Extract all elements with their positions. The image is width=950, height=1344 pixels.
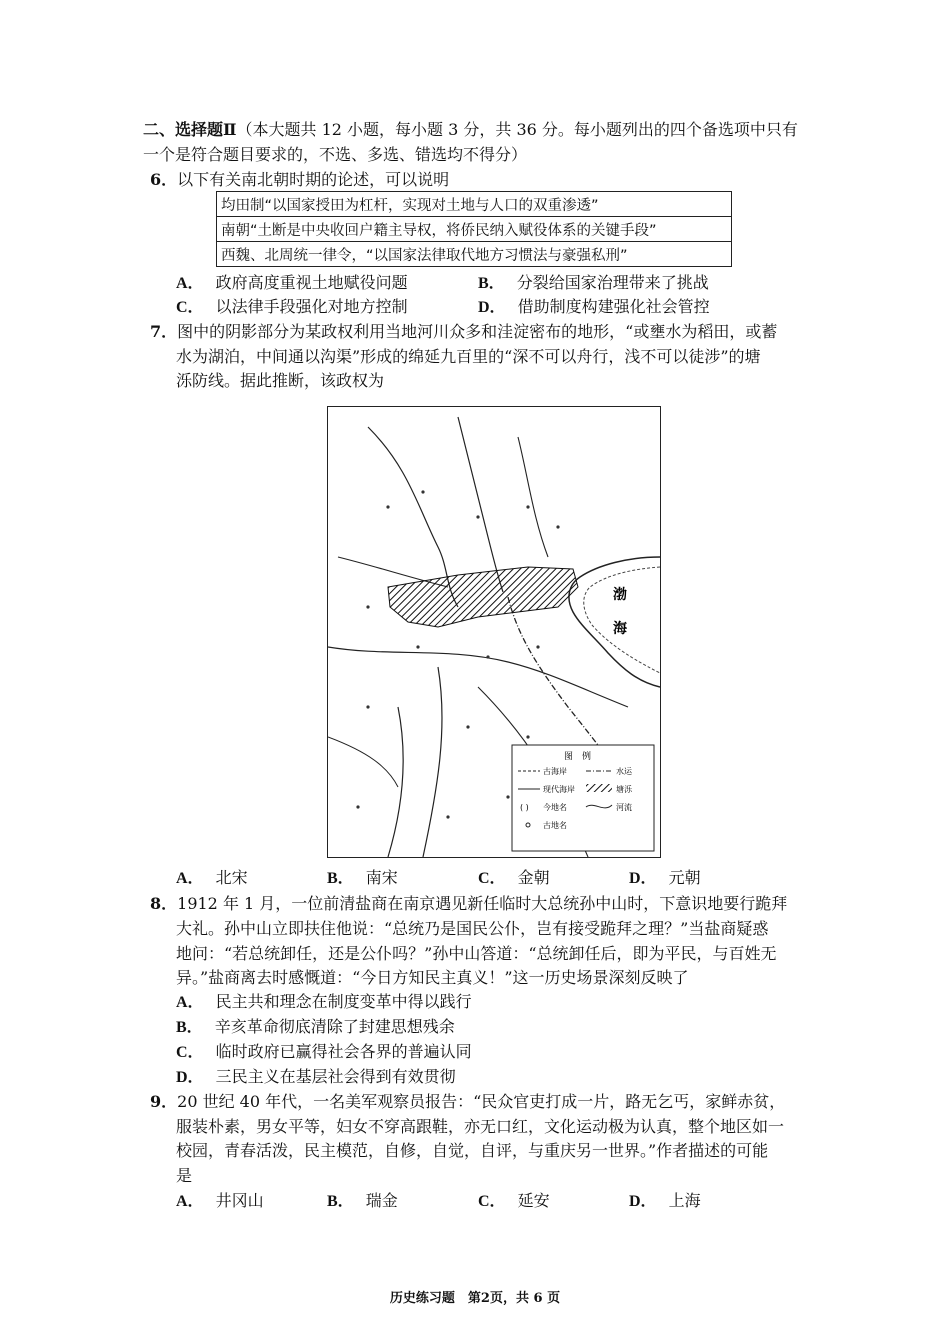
option-text: 借助制度构建强化社会管控 (517, 297, 710, 316)
question-8-stem (150, 893, 787, 915)
section-desc-2: 一个是符合题目要求的，不选、多选、错选均不得分） (143, 145, 528, 164)
option-c[interactable] (478, 867, 550, 890)
question-9-stem (150, 1091, 785, 1113)
option-text: 分裂给国家治理带来了挑战 (516, 273, 709, 292)
quote-row (217, 192, 732, 217)
option-c[interactable] (176, 1041, 472, 1064)
option-key: C． (478, 1193, 506, 1210)
option-key: D． (176, 1069, 204, 1086)
map-drawing (328, 407, 660, 857)
question-number: 8． (150, 894, 178, 913)
option-key: A． (176, 994, 204, 1011)
sea-label: 渤 (613, 587, 627, 603)
question-text: 异。”盐商离去时感慨道：“今日方知民主真义！”这一历史场景深刻反映了 (176, 968, 689, 987)
option-key: A． (176, 275, 204, 292)
option-text: 三民主义在基层社会得到有效贯彻 (215, 1067, 456, 1086)
option-b[interactable] (478, 272, 709, 295)
option-text: 政府高度重视土地赋役问题 (215, 273, 408, 292)
section-header (143, 119, 798, 141)
map-legend (512, 745, 654, 851)
option-c[interactable] (176, 296, 408, 319)
quote-row (217, 217, 732, 242)
option-d[interactable] (176, 1066, 456, 1089)
question-number: 9． (150, 1092, 178, 1111)
option-key: A． (176, 870, 204, 887)
question-text: 图中的阴影部分为某政权利用当地河川众多和洼淀密布的地形，“或壅水为稻田，或蓄 (177, 322, 778, 341)
option-key: B． (478, 275, 505, 292)
quote-cell: 西魏、北周统一律令，“以国家法律取代地方习惯法与豪强私刑” (217, 242, 732, 267)
option-c[interactable] (478, 1190, 550, 1213)
question-text: 以下有关南北朝时期的论述，可以说明 (177, 170, 450, 189)
legend-item: 水运 (616, 767, 632, 776)
option-text: 北宋 (215, 868, 248, 887)
question-text: 水为湖泊，中间通以沟渠”形成的绵延九百里的“深不可以舟行，浅不可以徒涉”的塘 (176, 347, 761, 366)
question-number: 7． (150, 322, 178, 341)
sea-label: 海 (613, 621, 627, 637)
quote-row (217, 242, 732, 267)
option-d[interactable] (629, 1190, 701, 1213)
option-a[interactable] (176, 991, 472, 1014)
historical-map (327, 406, 661, 858)
section-title: 二、选择题Ⅱ (143, 120, 237, 139)
option-text: 瑞金 (365, 1191, 398, 1210)
legend-item: 古海岸 (543, 767, 567, 776)
question-text: 1912 年 1 月，一位前清盐商在南京遇见新任临时大总统孙中山时，下意识地要行跪拜 (177, 894, 788, 913)
quote-table (216, 191, 732, 267)
option-text: 辛亥革命彻底清除了封建思想残余 (214, 1017, 455, 1036)
legend-item: 河流 (616, 803, 632, 812)
option-a[interactable] (176, 1190, 264, 1213)
option-key: A． (176, 1193, 204, 1210)
option-key: B． (176, 1019, 203, 1036)
option-key: C． (176, 1044, 204, 1061)
page-footer: 历史练习题 第2页，共 6 页 (389, 1291, 561, 1306)
section-desc: （本大题共 12 小题，每小题 3 分，共 36 分。每小题列出的四个备选项中只有 (236, 120, 798, 139)
option-text: 元朝 (668, 868, 701, 887)
option-key: D． (478, 299, 506, 316)
option-key: B． (327, 1193, 354, 1210)
option-b[interactable] (327, 867, 398, 890)
option-d[interactable] (629, 867, 701, 890)
legend-item: 塘泺 (616, 785, 632, 794)
quote-cell: 均田制“以国家授田为杠杆，实现对土地与人口的双重渗透” (217, 192, 732, 217)
question-text: 是 (176, 1166, 193, 1185)
option-key: D． (629, 870, 657, 887)
question-6-stem (150, 169, 449, 191)
legend-title: 图 例 (564, 752, 592, 762)
option-a[interactable] (176, 867, 248, 890)
option-text: 延安 (517, 1191, 550, 1210)
question-text: 服装朴素，男女平等，妇女不穿高跟鞋，亦无口红，文化运动极为认真，整个地区如一 (176, 1117, 785, 1136)
legend-paren: ( ) (520, 803, 529, 812)
question-text: 地问：“若总统卸任，还是公仆吗？”孙中山答道：“总统卸任后，即为平民，与百姓无 (176, 944, 777, 963)
quote-cell: 南朝“土断是中央收回户籍主导权，将侨民纳入赋役体系的关键手段” (217, 217, 732, 242)
question-text: 泺防线。据此推断，该政权为 (176, 371, 385, 390)
question-7-stem (150, 321, 777, 343)
legend-item: 现代海岸 (543, 785, 575, 794)
question-text: 20 世纪 40 年代，一名美军观察员报告：“民众官吏打成一片，路无乞丐，家鲜赤贫， (177, 1092, 786, 1111)
option-b[interactable] (176, 1016, 455, 1039)
question-number: 6． (150, 170, 178, 189)
question-text: 校园，青春活泼，民主模范，自修，自觉，自评，与重庆另一世界。”作者描述的可能 (176, 1141, 769, 1160)
option-text: 上海 (668, 1191, 701, 1210)
option-text: 以法律手段强化对地方控制 (215, 297, 408, 316)
legend-item: 今地名 (543, 803, 567, 812)
option-a[interactable] (176, 272, 408, 295)
legend-item: 古地名 (543, 821, 567, 830)
option-key: B． (327, 870, 354, 887)
option-key: C． (176, 299, 204, 316)
option-d[interactable] (478, 296, 710, 319)
option-key: C． (478, 870, 506, 887)
option-text: 民主共和理念在制度变革中得以践行 (215, 992, 472, 1011)
option-text: 井冈山 (215, 1191, 264, 1210)
option-text: 金朝 (517, 868, 550, 887)
option-text: 南宋 (365, 868, 398, 887)
option-text: 临时政府已赢得社会各界的普遍认同 (215, 1042, 472, 1061)
question-text: 大礼。孙中山立即扶住他说：“总统乃是国民公仆，岂有接受跪拜之理？”当盐商疑惑 (176, 919, 769, 938)
option-key: D． (629, 1193, 657, 1210)
option-b[interactable] (327, 1190, 398, 1213)
